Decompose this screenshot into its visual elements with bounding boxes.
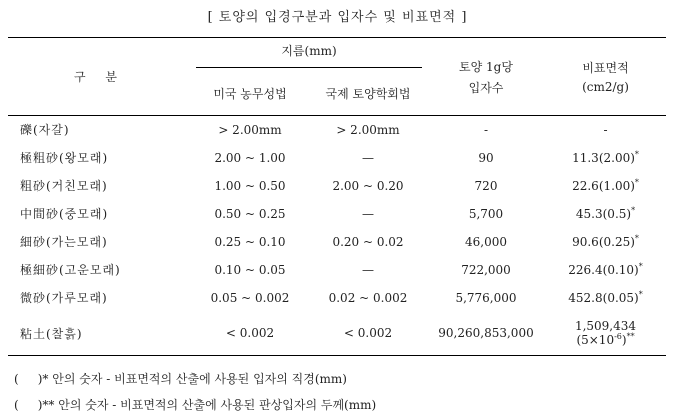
header-diameter xyxy=(191,38,427,72)
row-intl: 2.00 ~ 0.20 xyxy=(332,178,404,193)
table-row xyxy=(8,256,666,284)
row-name: 中間砂(중모래) xyxy=(20,207,109,221)
row-usda: 1.00 ~ 0.50 xyxy=(214,178,286,193)
table-row xyxy=(8,228,666,256)
row-usda: 2.00 ~ 1.00 xyxy=(214,150,286,165)
row-name: 極粗砂(왕모래) xyxy=(20,151,109,165)
row-name: 礫(자갈) xyxy=(20,123,70,138)
header-diameter-label: 지름(mm) xyxy=(196,42,422,68)
row-usda: 0.05 ~ 0.002 xyxy=(210,290,290,305)
row-intl: — xyxy=(362,150,374,165)
header-category: 구 분 xyxy=(8,38,191,116)
header-particle-count xyxy=(427,38,545,116)
footnote-1 xyxy=(14,370,347,387)
row-area: 226.4(0.10)* xyxy=(568,261,643,277)
row-count: 722,000 xyxy=(461,262,511,277)
table-title: [ 토양의 입경구분과 입자수 및 비표면적 ] xyxy=(207,10,468,25)
row-intl: — xyxy=(362,206,374,221)
row-area xyxy=(545,312,666,356)
table-row xyxy=(8,116,666,144)
row-intl: 0.20 ~ 0.02 xyxy=(332,234,404,249)
clay-area-value: 1,509,434 xyxy=(574,319,637,334)
header-specific-area xyxy=(545,38,666,116)
row-count: 5,776,000 xyxy=(455,290,517,305)
header-count-line2: 입자수 xyxy=(468,80,504,95)
row-count: 90,260,853,000 xyxy=(427,312,545,356)
row-area: 22.6(1.00)* xyxy=(572,177,639,193)
row-name: 細砂(가는모래) xyxy=(20,235,108,249)
table-row xyxy=(8,172,666,200)
row-usda: < 0.002 xyxy=(191,312,309,356)
table-row-clay xyxy=(8,312,666,356)
row-intl: — xyxy=(362,262,374,277)
header-area-line2: (cm2/g) xyxy=(582,80,629,94)
row-usda: > 2.00mm xyxy=(218,122,282,137)
clay-area-thickness: $(5\times 10^{-6})^{**}$ xyxy=(576,332,635,348)
row-area: 11.3(2.00)* xyxy=(572,149,639,165)
row-count: - xyxy=(483,122,489,137)
row-usda: 0.25 ~ 0.10 xyxy=(214,234,286,249)
header-usda: 미국 농무성법 xyxy=(191,72,309,116)
footnote-1-marker: ( )* xyxy=(14,372,49,386)
row-intl: < 0.002 xyxy=(309,312,427,356)
row-area: 90.6(0.25)* xyxy=(572,233,639,249)
soil-particle-table xyxy=(8,37,666,356)
row-area: 45.3(0.5)* xyxy=(575,205,636,221)
row-name: 粗砂(거친모래) xyxy=(20,179,108,193)
footnote-1-text: 안의 숫자 - 비표면적의 산출에 사용된 입자의 직경(mm) xyxy=(52,372,347,386)
row-count: 46,000 xyxy=(465,234,507,249)
table-row xyxy=(8,144,666,172)
row-count: 5,700 xyxy=(468,206,504,221)
row-name: 粘土(찰흙) xyxy=(8,312,191,356)
header-count-line1: 토양 1g당 xyxy=(459,59,513,74)
header-intl: 국제 토양학회법 xyxy=(309,72,427,116)
row-count: 90 xyxy=(478,150,494,165)
row-intl: 0.02 ~ 0.002 xyxy=(328,290,408,305)
row-usda: 0.50 ~ 0.25 xyxy=(214,206,286,221)
row-area: - xyxy=(603,122,608,137)
table-row xyxy=(8,284,666,312)
table-row xyxy=(8,200,666,228)
row-count: 720 xyxy=(474,178,498,193)
footnote-2-marker: ( )** xyxy=(14,398,55,412)
row-name: 微砂(가루모래) xyxy=(20,291,108,305)
row-usda: 0.10 ~ 0.05 xyxy=(214,262,286,277)
row-intl: > 2.00mm xyxy=(336,122,400,137)
row-area: 452.8(0.05)* xyxy=(568,289,643,305)
footnote-2 xyxy=(14,396,376,413)
row-name: 極細砂(고운모래) xyxy=(20,263,121,277)
header-area-line1: 비표면적 xyxy=(582,61,629,75)
footnote-2-text: 안의 숫자 - 비표면적의 산출에 사용된 판상입자의 두께(mm) xyxy=(58,398,377,412)
